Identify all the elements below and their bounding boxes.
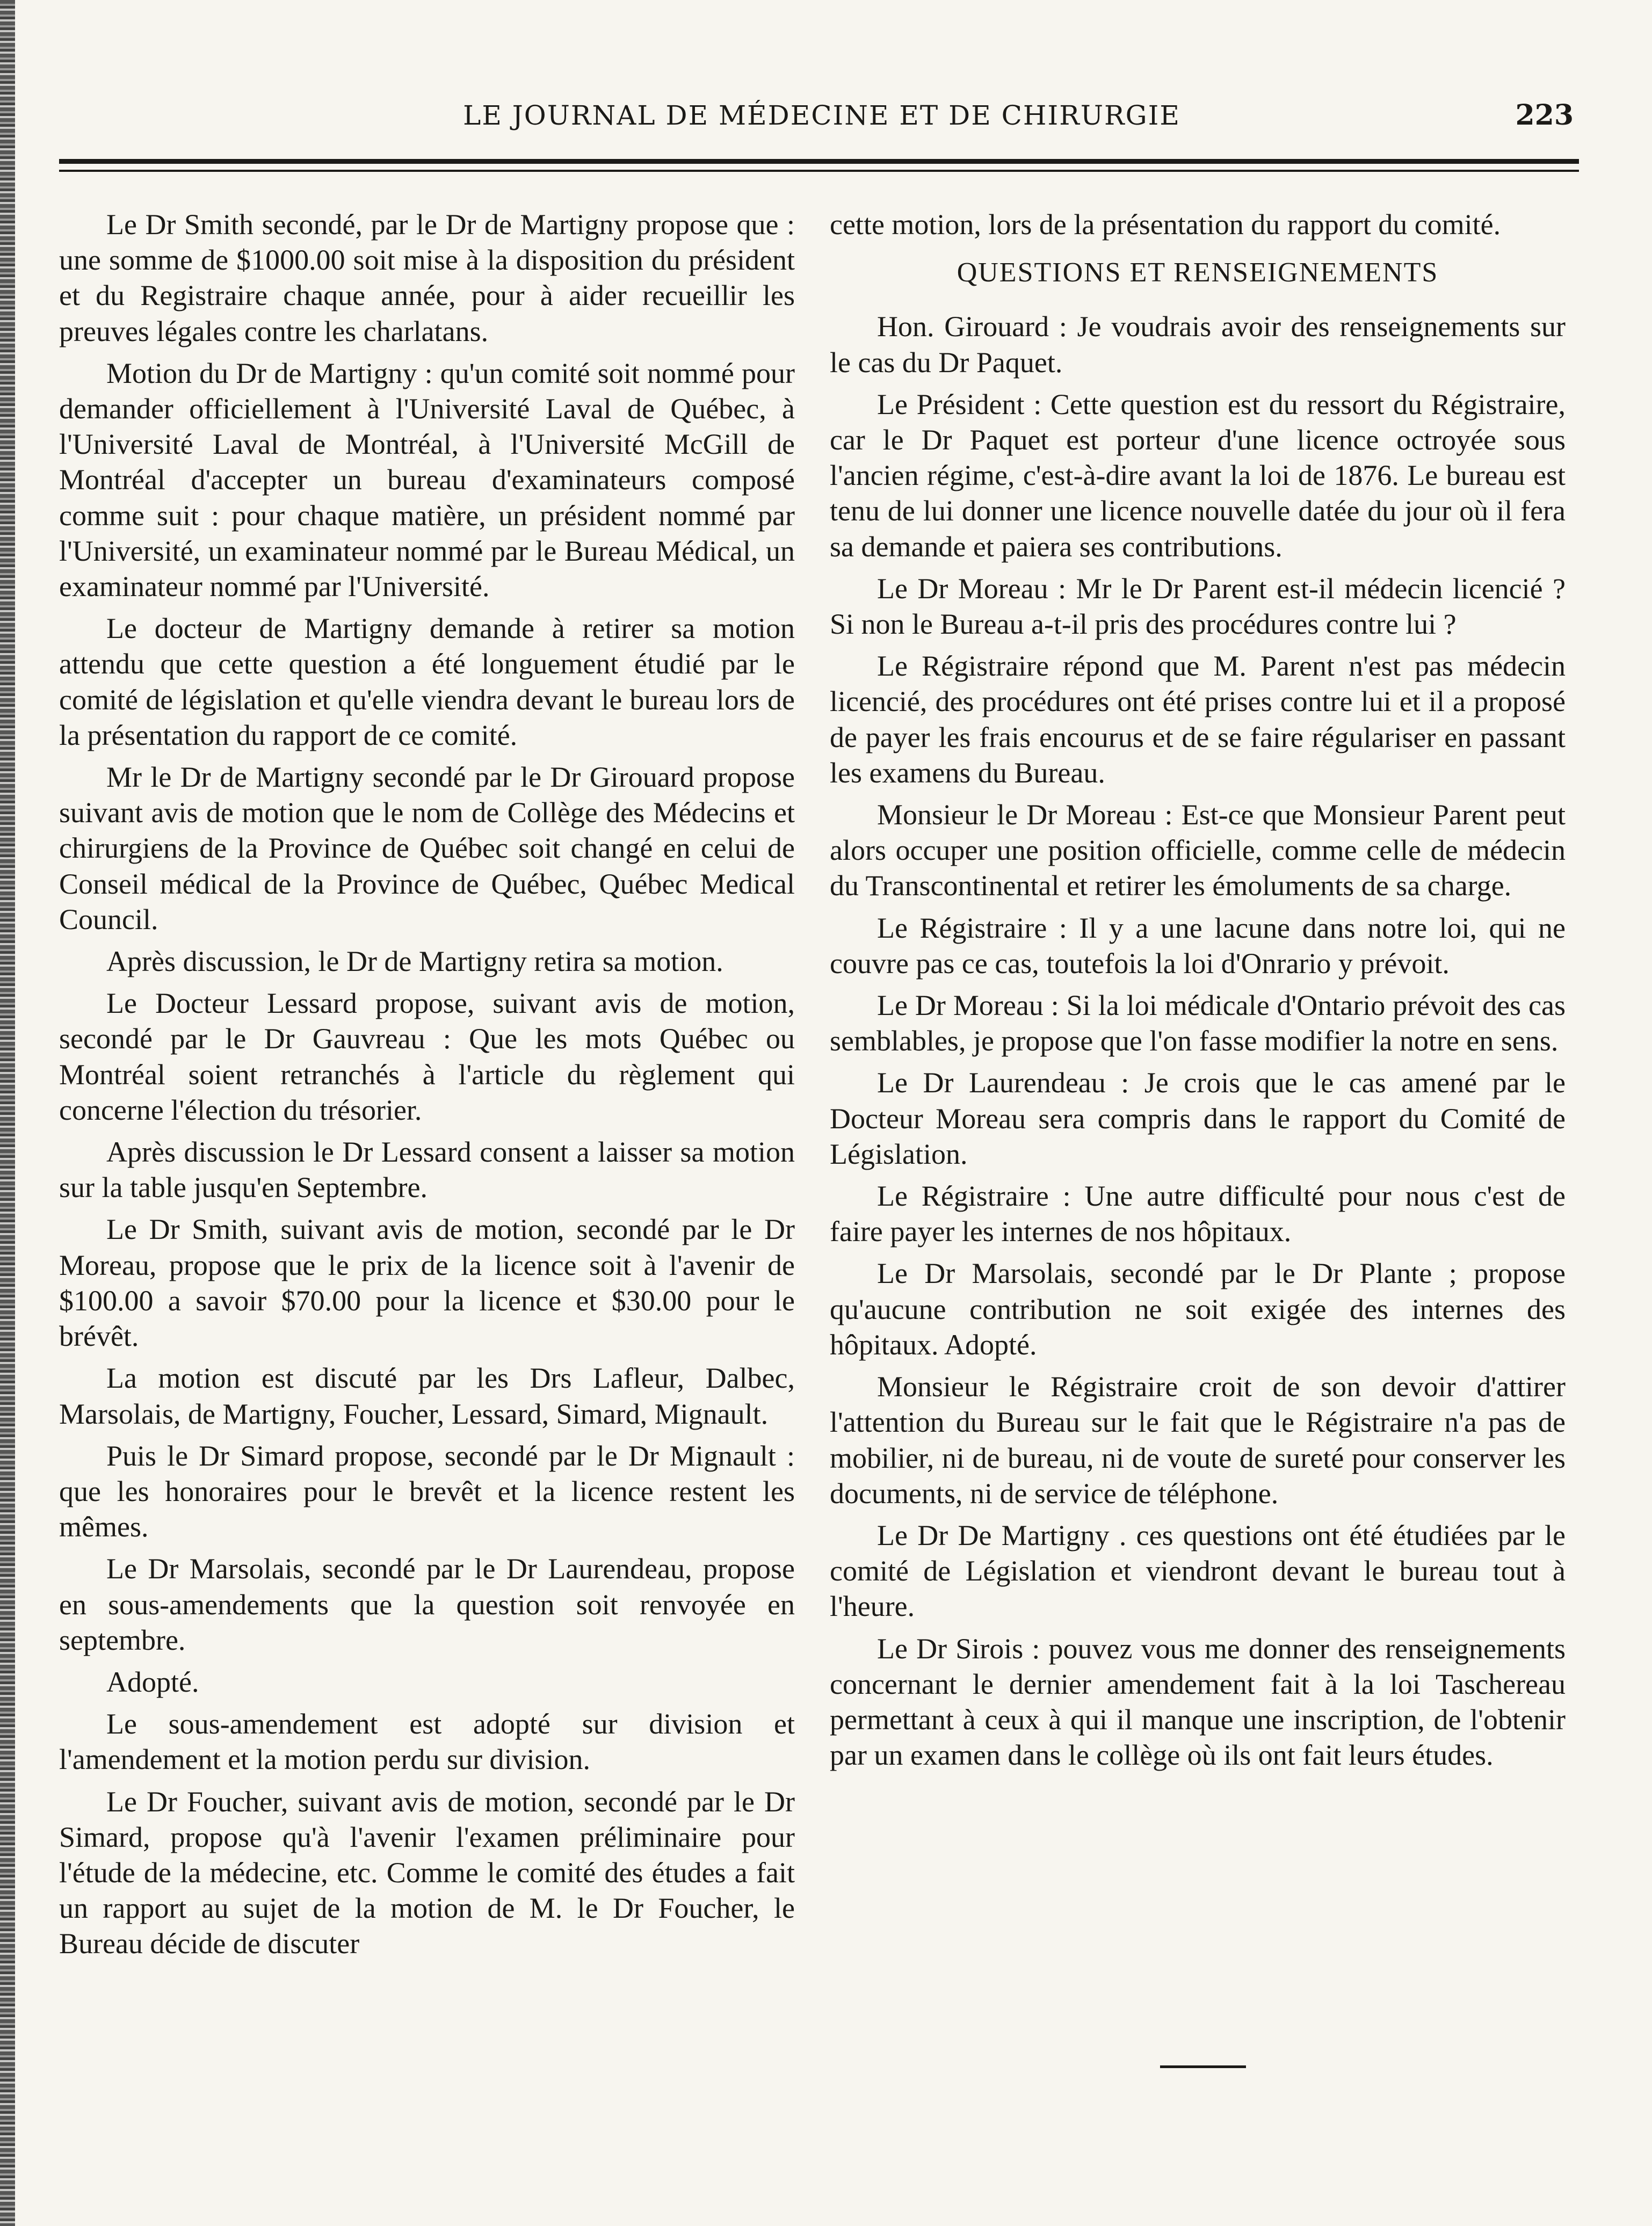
paragraph: Après discussion le Dr Lessard consent a laisser sa motion sur la table jusqu'en Septembre. — [59, 1136, 795, 1204]
paragraph: Motion du Dr de Martigny : qu'un comité soit nommé pour demander officiellement à l'Université Laval de Québec, à l'Université Laval de Montréal, à l'Université McGill de Montréal d'accepter un bureau d'examinateurs composé comme suit : pour chaque matière, un président nommé par l'Université, un examinateur nommé par le Bureau Médical, un examinateur nommé par l'Université. — [59, 357, 795, 603]
paragraph: La motion est discuté par les Drs Lafleur, Dalbec, Marsolais, de Martigny, Foucher, Lessard, Simard, Mignault. — [59, 1362, 795, 1430]
paragraph: Le Dr Smith, suivant avis de motion, secondé par le Dr Moreau, propose que le prix de la licence soit à l'avenir de $100.00 a savoir $70.00 pour la licence et $30.00 pour le brévêt. — [59, 1213, 795, 1353]
paragraph: Monsieur le Dr Moreau : Est-ce que Monsieur Parent peut alors occuper une position officielle, comme celle de médecin du Transcontinental et retirer les émoluments de sa charge. — [830, 799, 1566, 902]
paragraph: Le sous-amendement est adopté sur division et l'amendement et la motion perdu sur division. — [59, 1708, 795, 1776]
paragraph: Puis le Dr Simard propose, secondé par le Dr Mignault : que les honoraires pour le brevêt et la licence restent les mêmes. — [59, 1439, 795, 1543]
paragraph: Hon. Girouard : Je voudrais avoir des renseignements sur le cas du Dr Paquet. — [830, 310, 1566, 379]
continued-paragraph: cette motion, lors de la présentation du rapport du comité. — [830, 208, 1501, 241]
paragraph: Le Régistraire : Il y a une lacune dans notre loi, qui ne couvre pas ce cas, toutefois la loi d'Onrario y prévoit. — [830, 911, 1566, 980]
paragraph: Le Dr De Martigny . ces questions ont été étudiées par le comité de Législation et viendront devant le bureau tout à l'heure. — [830, 1519, 1566, 1623]
running-header — [59, 97, 1584, 134]
paragraph: Le Dr Moreau : Mr le Dr Parent est-il médecin licencié ? Si non le Bureau a-t-il pris des procédures contre lui ? — [830, 572, 1566, 641]
header-rule-thick — [59, 159, 1579, 164]
paragraph: Le Dr Marsolais, secondé par le Dr Laurendeau, propose en sous-amendements que la question soit renvoyée en septembre. — [59, 1553, 795, 1656]
paragraph: Monsieur le Régistraire croit de son devoir d'attirer l'attention du Bureau sur le fait que le Régistraire n'a pas de mobilier, ni de bureau, ni de voute de sureté pour conserver les documents, ni de service de téléphone. — [830, 1371, 1566, 1510]
paragraph: Le Docteur Lessard propose, suivant avis de motion, secondé par le Dr Gauvreau : Que les mots Québec ou Montréal soient retranchés à l'article du règlement qui concerne l'élection du trésorier. — [59, 987, 795, 1126]
paragraph: Le Régistraire répond que M. Parent n'est pas médecin licencié, des procédures ont été prises contre lui et il a proposé de payer les frais encourus et de se faire régulariser en passant les examens du Bureau. — [830, 650, 1566, 789]
paragraph: Le Dr Laurendeau : Je crois que le cas amené par le Docteur Moreau sera compris dans le rapport du Comité de Législation. — [830, 1067, 1566, 1170]
paragraph: Le Dr Marsolais, secondé par le Dr Plante ; propose qu'aucune contribution ne soit exigée des internes des hôpitaux. Adopté. — [830, 1257, 1566, 1361]
header-rule-thin — [59, 170, 1579, 172]
paragraph: Le Dr Moreau : Si la loi médicale d'Ontario prévoit des cas semblables, je propose que l'on fasse modifier la notre en sens. — [830, 989, 1566, 1057]
right-column — [830, 207, 1566, 1779]
paragraph: Après discussion, le Dr de Martigny retira sa motion. — [106, 945, 723, 978]
page-binding-edge — [0, 0, 15, 2226]
journal-title: LE JOURNAL DE MÉDECINE ET DE CHIRURGIE — [463, 100, 1180, 131]
left-column — [59, 207, 795, 1968]
paragraph: Le Dr Sirois : pouvez vous me donner des renseignements concernant le dernier amendement fait à la loi Taschereau permettant à ceux à qui il manque une inscription, de l'obtenir par un examen dans le collège où ils ont fait leurs études. — [830, 1632, 1566, 1772]
page-number: 223 — [1515, 99, 1574, 132]
paragraph: Le Dr Smith secondé, par le Dr de Martigny propose que : une somme de $1000.00 soit mise à la disposition du président et du Registraire chaque année, pour à aider recueillir les preuves légales contre les charlatans. — [59, 208, 795, 347]
paragraph: Adopté. — [106, 1665, 199, 1698]
paragraph: Mr le Dr de Martigny secondé par le Dr Girouard propose suivant avis de motion que le nom de Collège des Médecins et chirurgiens de la Province de Québec soit changé en celui de Conseil médical de la Province de Québec, Québec Medical Council. — [59, 761, 795, 936]
paragraph: Le Président : Cette question est du ressort du Régistraire, car le Dr Paquet est porteur d'une licence octroyée sous l'ancien régime, c'est-à-dire avant la loi de 1876. Le bureau est tenu de lui donner une licence nouvelle datée du jour où il fera sa demande et paiera ses contributions. — [830, 388, 1566, 563]
paragraph: Le docteur de Martigny demande à retirer sa motion attendu que cette question a été longuement étudié par le comité de législation et qu'elle viendra devant le bureau lors de la présentation du rapport de ce comité. — [59, 612, 795, 751]
paragraph: Le Régistraire : Une autre difficulté pour nous c'est de faire payer les internes de nos hôpitaux. — [830, 1180, 1566, 1248]
paragraph: Le Dr Foucher, suivant avis de motion, secondé par le Dr Simard, propose qu'à l'avenir l'examen préliminaire pour l'étude de la médecine, etc. Comme le comité des études a fait un rapport au sujet de la motion de M. le Dr Foucher, le Bureau décide de discuter — [59, 1785, 795, 1960]
end-rule — [1160, 2065, 1246, 2068]
section-title: QUESTIONS ET RENSEIGNEMENTS — [957, 257, 1439, 288]
